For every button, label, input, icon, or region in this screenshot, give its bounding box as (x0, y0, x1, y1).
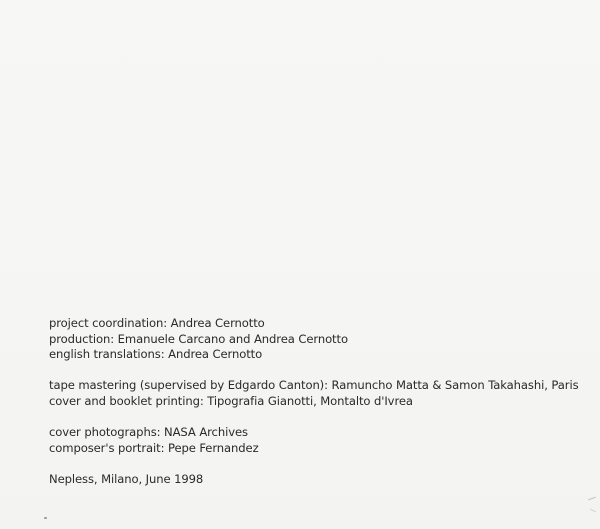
credit-printing: cover and booklet printing: Tipografia Gianotti, Montalto d'Ivrea (49, 393, 413, 408)
credit-place-date: Nepless, Milano, June 1998 (49, 471, 204, 486)
credits-block (49, 316, 589, 488)
credit-production: production: Emanuele Carcano and Andrea Cernotto (49, 331, 348, 346)
credit-cover-photographs: cover photographs: NASA Archives (49, 425, 248, 440)
credits-group-production (49, 316, 589, 363)
credits-group-mastering (49, 378, 589, 409)
credits-group-photography (49, 425, 589, 456)
credits-group-place-date (49, 472, 589, 488)
paper-scratch-2 (590, 509, 596, 512)
credit-tape-mastering: tape mastering (supervised by Edgardo Canton): Ramuncho Matta & Samon Takahashi, Paris (49, 378, 579, 393)
credit-project-coordination: project coordination: Andrea Cernotto (49, 316, 265, 330)
paper-scratch (588, 497, 596, 501)
credit-composer-portrait: composer's portrait: Pepe Fernandez (49, 440, 259, 455)
paper-speck (44, 517, 47, 519)
credit-english-translations: english translations: Andrea Cernotto (49, 347, 263, 362)
